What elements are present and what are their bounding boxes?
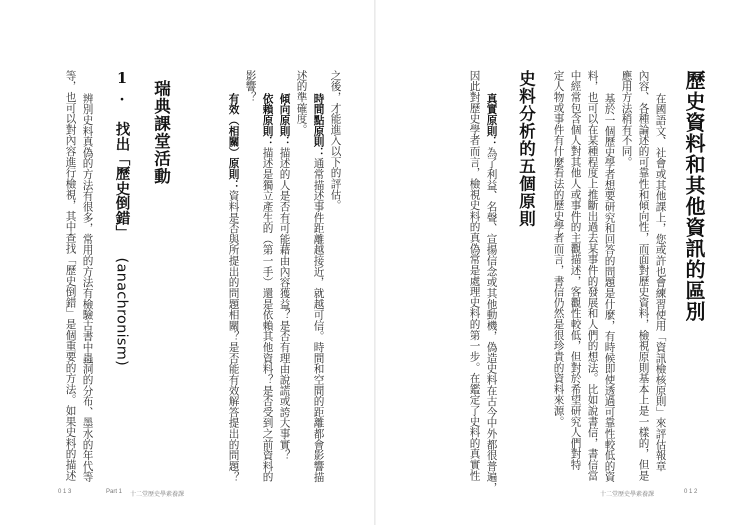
body-line: 等，也可以對內容進行檢視，其中查找「歷史倒錯」是個重要的方法。如果史料的描述 [64, 70, 77, 481]
page-number: 0 1 2 [684, 489, 698, 495]
principle-line [486, 93, 497, 493]
principle-label: 依賴原則： [261, 93, 274, 148]
activity-heading-latin: (anachronism) [113, 257, 130, 367]
activity-heading-main: 1. 找出「歷史倒錯」 [113, 70, 131, 241]
principle-text: 為了利益、名聲、宣揚信念或其他動機，偽造史料在古今中外都很普遍， [485, 147, 498, 494]
principle-label: 真實原則： [485, 93, 498, 148]
body-line: 定人物或事件有什麼看法的歷史學者而言，書信仍然是很珍貴的資料來源。 [552, 70, 565, 427]
body-line: 內容、各種論述的可靠性和傾向性，而面對歷史資料，檢視原則基本上是一樣的，但是 [637, 70, 650, 481]
principle-text: 因此對歷史學者而言，檢視史料的真偽常是處理史料的第一步。在鑑定了史料的真實性 [468, 70, 481, 481]
body-line: 基於一個歷史學者想要研究和回答的問題是什麼，有時候即使透過可靠性較低的資 [603, 93, 616, 483]
principle-line [279, 93, 290, 461]
principle-line [469, 70, 480, 481]
activity-heading [114, 70, 129, 366]
footer-book-title: 十二堂歷史學素養課 [130, 492, 185, 498]
principle-line [228, 93, 239, 482]
principle-text: 描述是獨立產生的（第一手）還是依賴其他資料？是否受到之前資料的 [261, 147, 274, 483]
book-gutter [374, 0, 376, 525]
principle-label: 時間點原則： [312, 93, 325, 158]
principle-text: 通常描述事件距離越接近，就越可信。時間和空間的距離都會影響描 [312, 157, 325, 483]
body-line: 料，也可以在某種程度上推斷出過去某事件的發展和人們的想法。比如說書信，書信當 [586, 70, 599, 481]
body-line: 應用方法稍有不同。 [620, 70, 633, 168]
footer-book-title: 十二堂歷史學素養課 [600, 492, 655, 498]
principle-line: 述的準確度。 [295, 70, 308, 135]
principle-line: 影響？ [244, 70, 257, 103]
body-line: 中經常包含個人對其他人或事件的主觀描述，客觀性較低，但對於希望研究人們對特 [569, 70, 582, 471]
principle-line [313, 93, 324, 482]
principle-label: 傾向原則： [278, 93, 291, 148]
page-number: 0 1 3 [58, 489, 72, 495]
principle-text: 資料是否與所提出的問題相關？是否能有效解答提出的問題？ [227, 190, 240, 483]
principle-text: 描述的人是否有可能藉由內容獲益？是否有理由說謊或誇大事實？ [278, 147, 291, 461]
section-heading: 史料分析的五個原則 [516, 70, 536, 228]
principle-label: 有效（相關）原則： [227, 93, 240, 191]
page-title: 歷史資料和其他資訊的區別 [682, 70, 706, 322]
body-line: 在國語文、社會或其他課上，您或許也會練習使用「資訊檢核原則」來評估報章 [654, 93, 667, 472]
body-line: 辨別史料真偽的方法有很多，常用的方法有檢驗古書中蟲洞的分布、墨水的年代等 [81, 93, 94, 483]
section-heading: 瑞典課堂活動 [151, 80, 171, 185]
footer-part: Part 1 [106, 489, 123, 495]
body-line: 之後，才能進入以下的評估。 [329, 70, 342, 211]
principle-line [262, 93, 273, 482]
